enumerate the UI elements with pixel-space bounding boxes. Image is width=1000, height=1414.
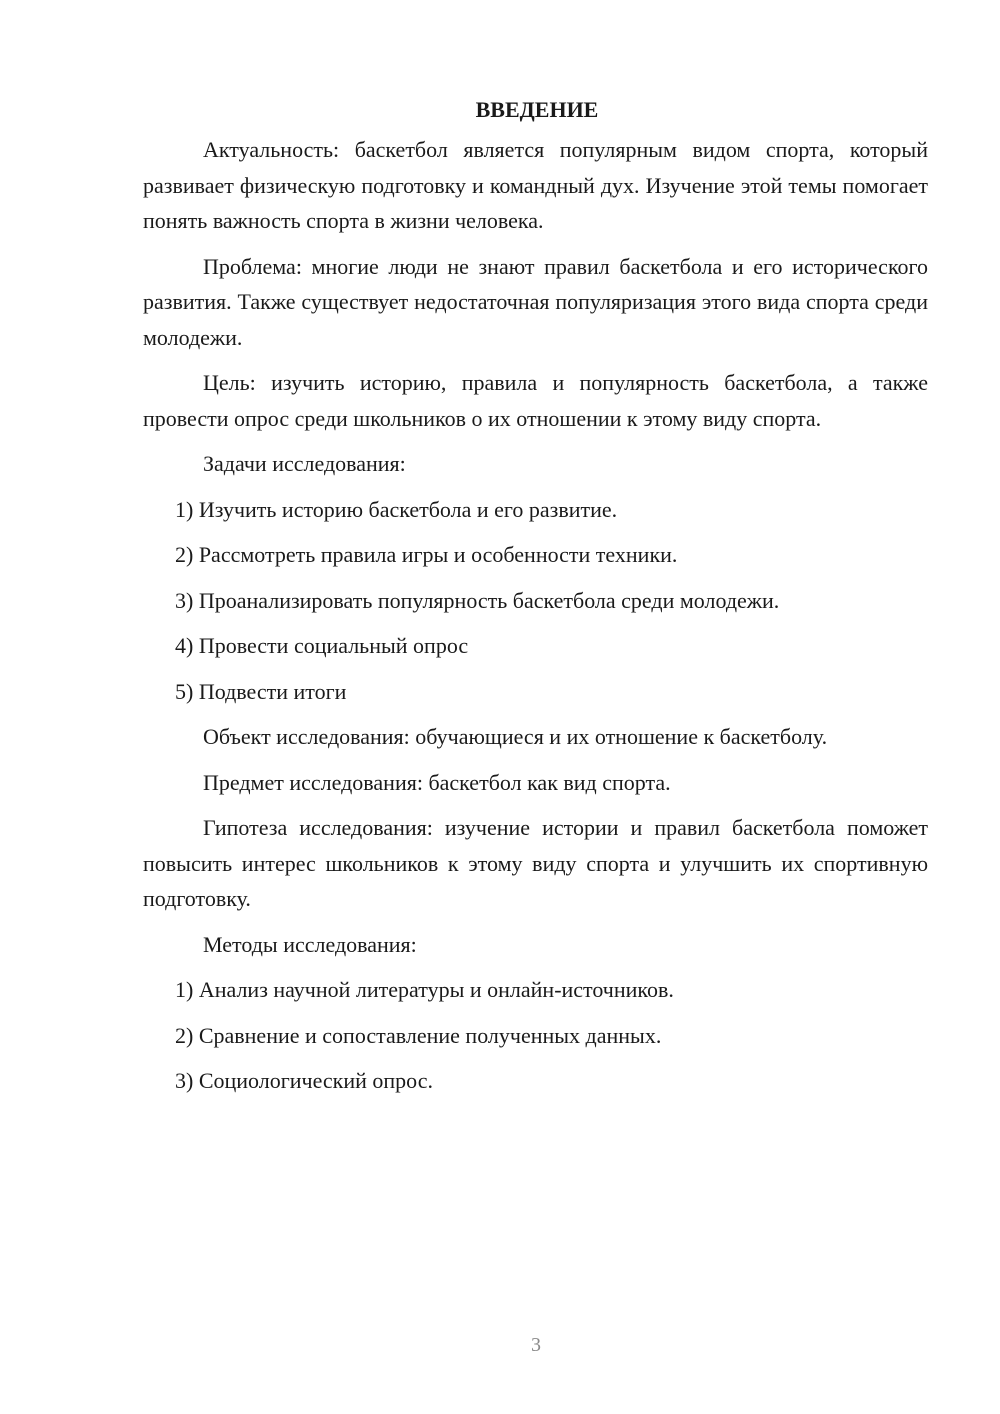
list-item: 5) Подвести итоги: [175, 678, 347, 704]
list-item: 1) Анализ научной литературы и онлайн-источников.: [175, 977, 674, 1002]
list-item: 2) Сравнение и сопоставление полученных данных.: [175, 1022, 662, 1048]
page-content: [143, 92, 928, 1109]
page-number: 3: [531, 1334, 541, 1356]
paragraph-object: Объект исследования: обучающиеся и их отношение к баскетболу.: [203, 724, 828, 749]
list-item: 3) Социологический опрос.: [175, 1068, 433, 1093]
methods-title: Методы исследования:: [203, 931, 417, 957]
list-item: 4) Провести социальный опрос: [175, 633, 469, 658]
methods-list: [143, 972, 928, 1099]
section-heading: ВВЕДЕНИЕ: [475, 97, 599, 122]
list-item: 2) Рассмотреть правила игры и особенности техники.: [175, 542, 678, 567]
paragraph-problem: Проблема: многие люди не знают правил баскетбола и его исторического развития. Также существует недостаточная популяризация этого вида спорта среди молодежи.: [143, 253, 928, 350]
paragraph-relevance: Актуальность: баскетбол является популярным видом спорта, который развивает физическую подготовку и командный дух. Изучение этой темы помогает понять важность спорта в жизни человека.: [143, 137, 928, 233]
tasks-title: Задачи исследования:: [203, 451, 406, 476]
list-item: 3) Проанализировать популярность баскетбола среди молодежи.: [175, 587, 780, 613]
list-item: 1) Изучить историю баскетбола и его развитие.: [175, 496, 618, 522]
paragraph-subject: Предмет исследования: баскетбол как вид спорта.: [203, 769, 671, 795]
paragraph-goal: Цель: изучить историю, правила и популярность баскетбола, а также провести опрос среди школьников о их отношении к этому виду спорта.: [143, 370, 928, 431]
paragraph-hypothesis: Гипотеза исследования: изучение истории и правил баскетбола поможет повысить интерес школьников к этому виду спорта и улучшить их спортивную подготовку.: [143, 815, 928, 911]
tasks-list: [143, 492, 928, 710]
